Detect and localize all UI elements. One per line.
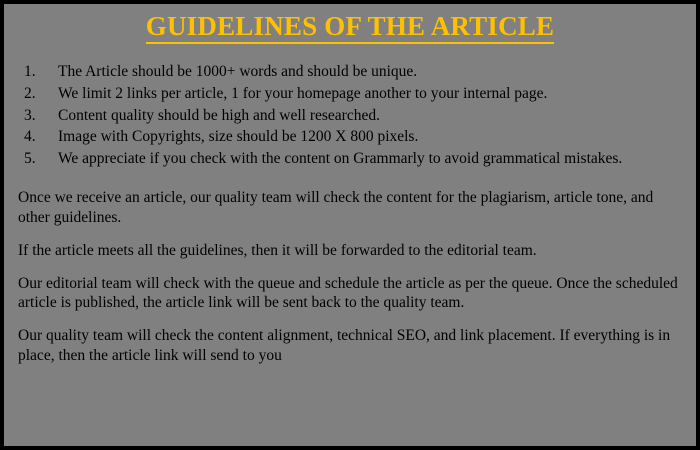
list-item: We appreciate if you check with the content on Grammarly to avoid grammatical mistakes. [58,150,623,168]
paragraph-final-check: Our quality team will check the content alignment, technical SEO, and link placement. If everything is in place, then the article link will send to you [18,327,671,365]
paragraph-forward-editorial: If the article meets all the guidelines, then it will be forwarded to the editorial team. [18,241,537,259]
slide-body [4,44,696,366]
paragraph-editorial-queue: Our editorial team will check with the queue and schedule the article as per the queue. Once the scheduled article is published, the article link will be sent back to the quality team. [18,274,678,312]
list-item: Image with Copyrights, size should be 1200 X 800 pixels. [58,128,419,146]
list-item: We limit 2 links per article, 1 for your homepage another to your internal page. [58,84,548,102]
list-item: Content quality should be high and well researched. [58,106,380,124]
list-item: The Article should be 1000+ words and should be unique. [58,63,418,80]
page-title-text: GUIDELINES OF THE ARTICLE [146,11,554,44]
paragraph-process-quality-check: Once we receive an article, our quality team will check the content for the plagiarism, article tone, and other guidelines. [18,189,654,226]
page-title [4,11,696,44]
guidelines-list [16,62,684,169]
